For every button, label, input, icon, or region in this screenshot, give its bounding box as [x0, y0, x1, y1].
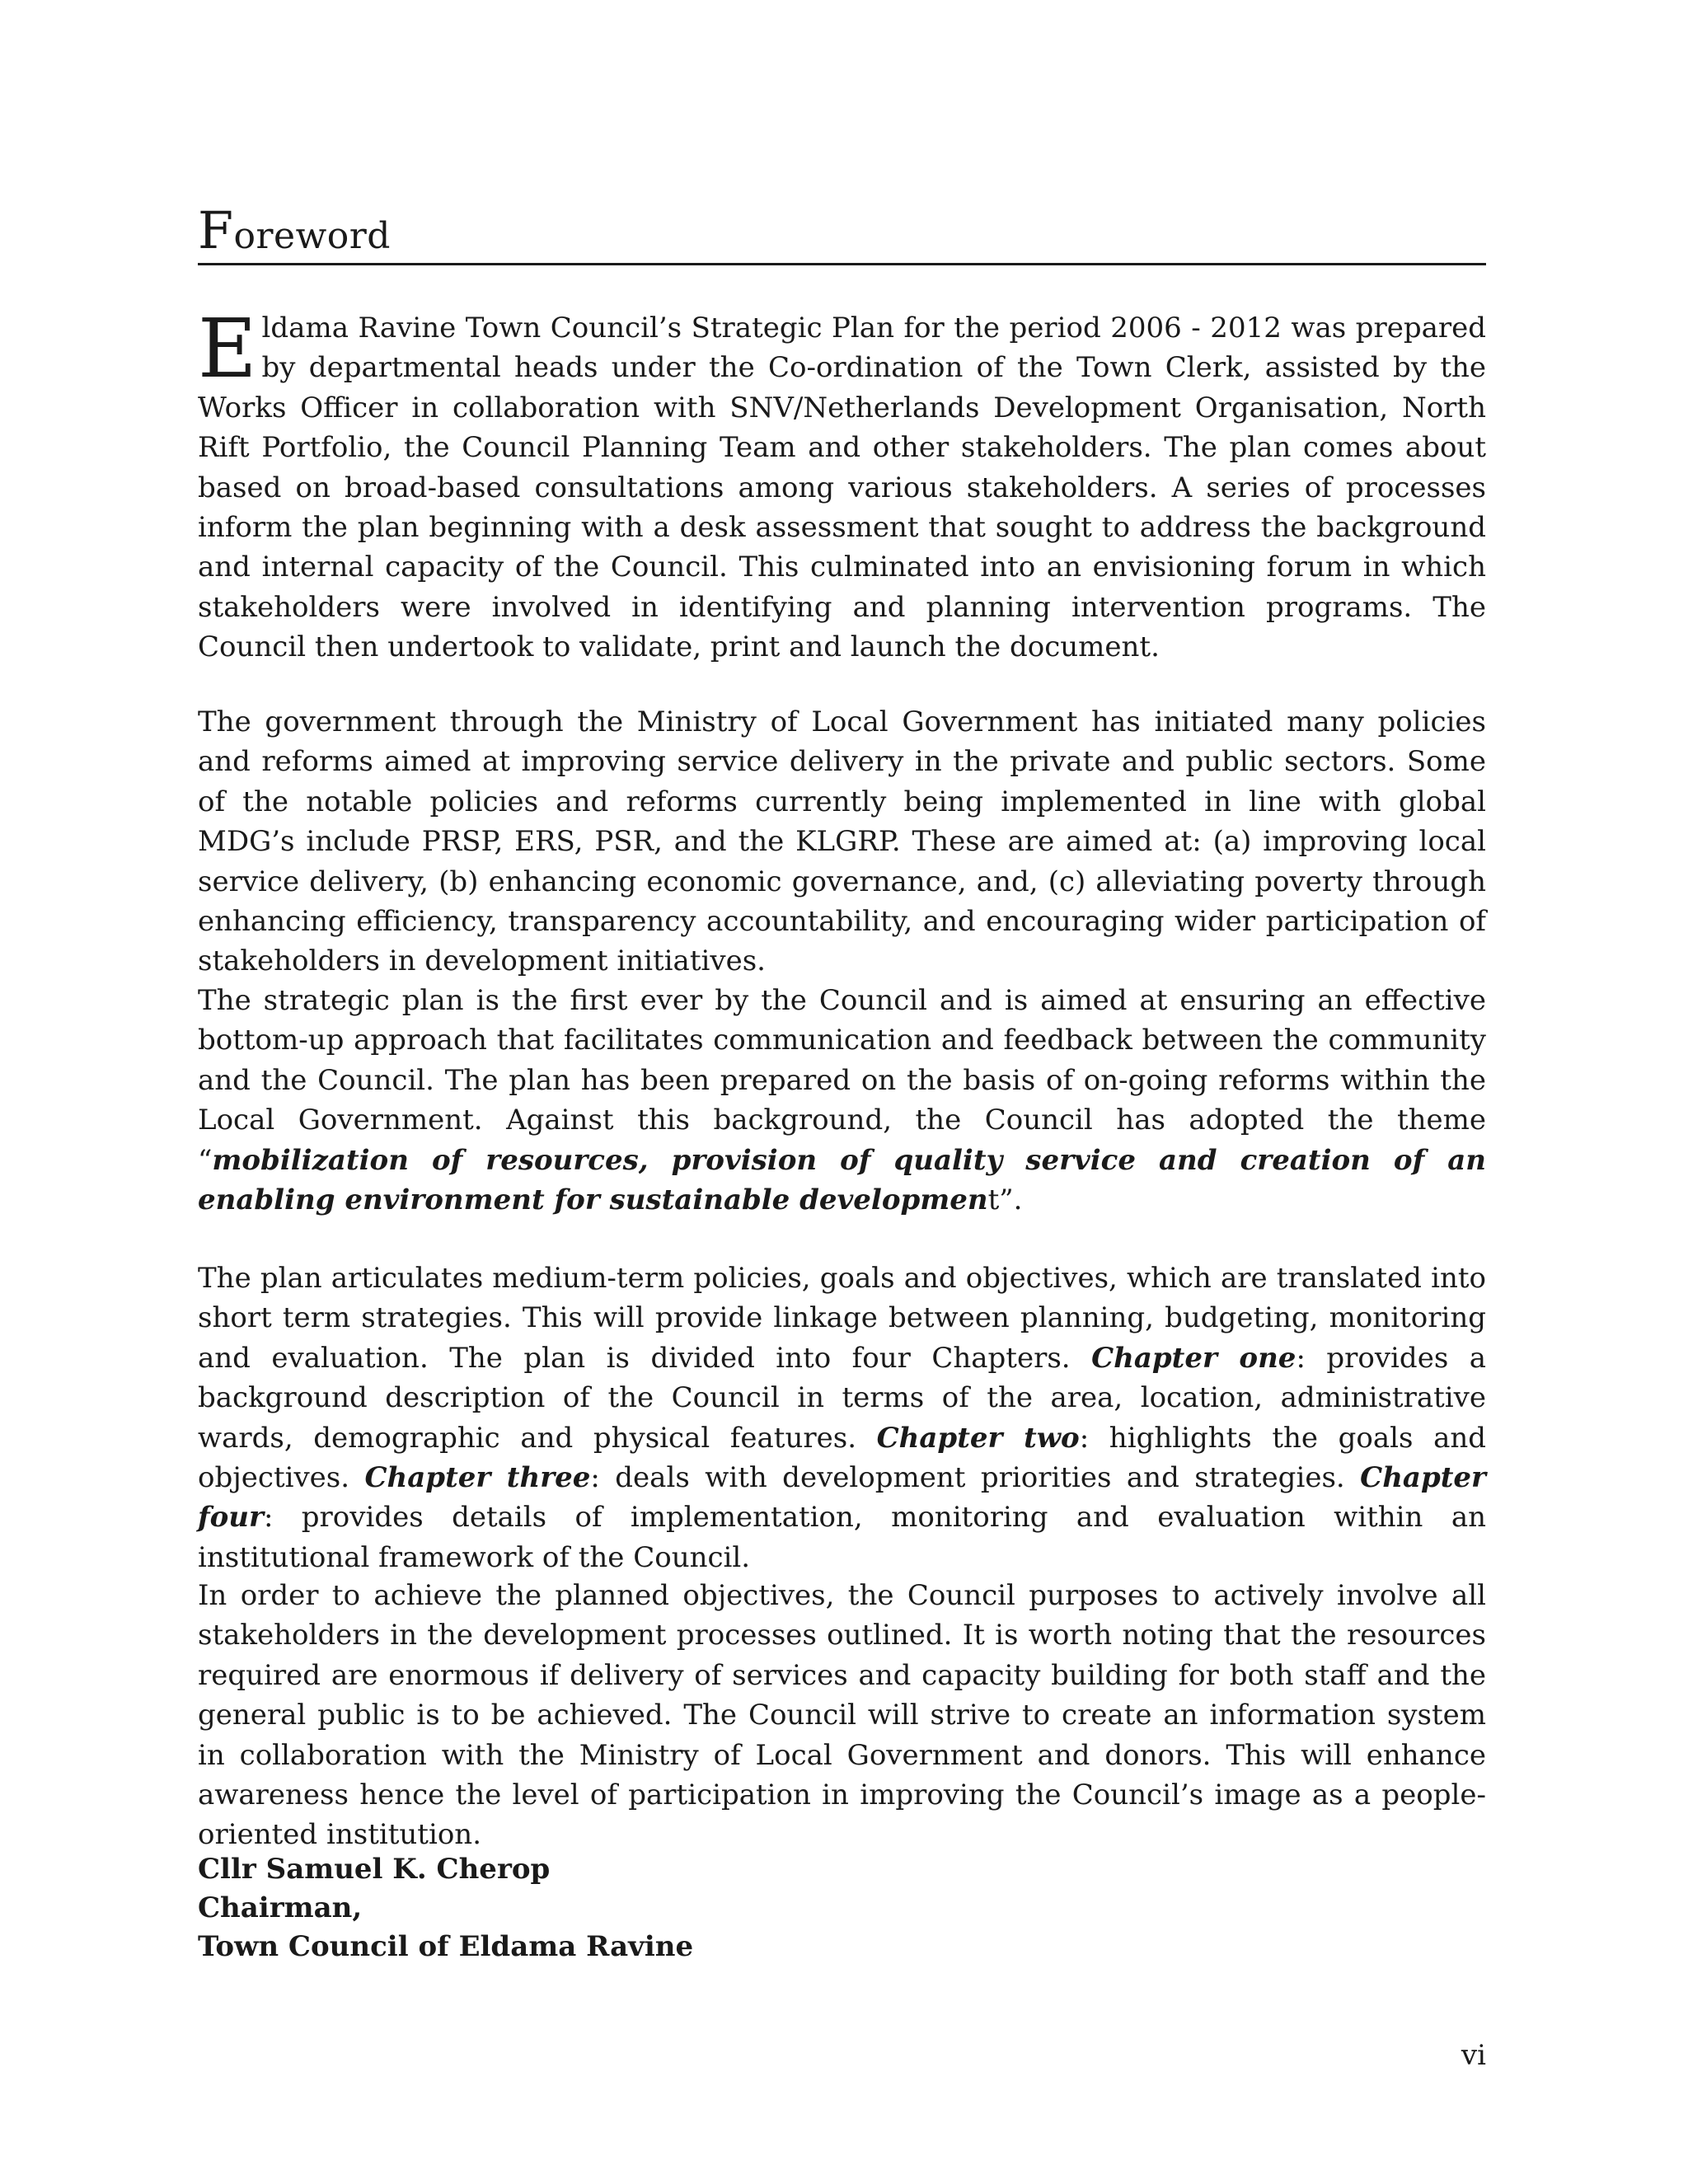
paragraph-objectives: In order to achieve the planned objectives, the Council purposes to actively involve all stakeholders in the development processes outlined. It is worth noting that the resources required are enormous if delivery of services and capacity building for both staff and the general public is to be achieved. The Council will strive to create an information system in collaboration with the Ministry of Local Government and donors. This will enhance awareness hence the level of participation in improving the Council’s image as a people-oriented institution.	[198, 1579, 1486, 1852]
paragraph-intro	[198, 302, 1486, 668]
drop-cap: E	[198, 302, 257, 396]
page-title	[198, 200, 391, 260]
theme-closing: t”.	[987, 1183, 1023, 1217]
title-underline	[198, 263, 1486, 265]
chapters-text-2: : provides a background description of the Council in terms of the area, location, administrative wards, demographic and physical features.	[198, 1341, 1487, 1455]
chapter-two-label: Chapter two	[876, 1421, 1080, 1455]
paragraph-chapters	[198, 1258, 1486, 1577]
paragraph-government: The government through the Ministry of Local Government has initiated many policies and reforms aimed at improving service delivery in the private and public sectors. Some of the notable policies and reforms currently being implemented in line with global MDG’s include PRSP, ERS, PSR, and the KLGRP. These are aimed at: (a) improving local service delivery, (b) enhancing economic governance, and, (c) alleviating poverty through enhancing efficiency, transparency accountability, and encouraging wider participation of stakeholders in development initiatives.	[198, 705, 1486, 978]
chapter-one-label: Chapter one	[1091, 1341, 1296, 1375]
chapter-three-label: Chapter three	[364, 1461, 591, 1495]
signatory-title: Chairman,	[198, 1891, 363, 1924]
paragraph-strategic-text: The strategic plan is the first ever by the Council and is aimed at ensuring an effective bottom-up approach that facilitates communication and feedback between the community and the Council. The plan has been prepared on the basis of on-going reforms within the Local Government. Against this background, the Council has adopted the theme “	[198, 984, 1486, 1177]
signatory-name: Cllr Samuel K. Cherop	[198, 1853, 551, 1886]
chapters-text-1: The plan articulates medium-term policies, goals and objectives, which are translated into short term strategies. This will provide linkage between planning, budgeting, monitoring and evaluation. The plan is divided into four Chapters.	[198, 1262, 1486, 1375]
chapters-text-5: : provides details of implementation, monitoring and evaluation within an institutional framework of the Council.	[198, 1501, 1486, 1574]
paragraph-intro-text: ldama Ravine Town Council’s Strategic Plan for the period 2006 - 2012 was prepared by departmental heads under the Co-ordination of the Town Clerk, assisted by the Works Officer in collaboration with SNV/Netherlands Development Organisation, North Rift Portfolio, the Council Planning Team and other stakeholders. The plan comes about based on broad-based consultations among various stakeholders. A series of processes inform the plan beginning with a desk assessment that sought to address the background and internal capacity of the Council. This culminated into an envisioning forum in which stakeholders were involved in identifying and planning intervention programs. The Council then undertook to validate, print and launch the document.	[198, 312, 1486, 664]
signature-block	[198, 1850, 693, 1966]
chapters-text-4: : deals with development priorities and strategies.	[590, 1461, 1361, 1495]
chapters-text-3: : highlights the goals and objectives.	[198, 1421, 1486, 1495]
chapter-four-label: Chapter four	[198, 1461, 1486, 1535]
signatory-organization: Town Council of Eldama Ravine	[198, 1930, 694, 1963]
title-first-letter: F	[198, 200, 234, 260]
theme-statement: mobilization of resources, provision of quality service and creation of an enabling environment for sustainable developmen	[198, 1143, 1486, 1217]
paragraph-strategic-plan	[198, 981, 1486, 1220]
page-number: vi	[1461, 2039, 1486, 2072]
title-rest: oreword	[233, 215, 391, 257]
